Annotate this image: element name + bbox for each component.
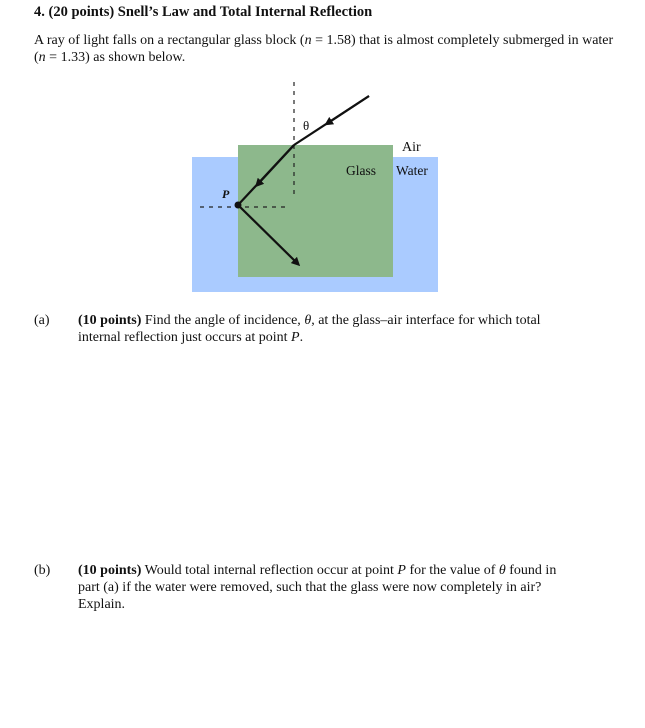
part-a-text bbox=[78, 312, 568, 346]
theta-label: θ bbox=[303, 118, 310, 133]
part-a bbox=[34, 312, 594, 352]
water-label: Water bbox=[396, 163, 428, 178]
part-b-points: (10 points) bbox=[78, 563, 142, 578]
part-b-text bbox=[78, 562, 568, 613]
question-title: 4. (20 points) Snell’s Law and Total Internal Reflection bbox=[34, 4, 373, 20]
part-b-text-1: Would total internal reflection occur at point bbox=[141, 563, 398, 578]
part-a-text-1: Find the angle of incidence, bbox=[141, 313, 305, 328]
part-a-text-3: . bbox=[299, 330, 304, 345]
part-a-label: (a) bbox=[34, 313, 50, 328]
part-b-text-2: for the value of bbox=[405, 563, 499, 578]
incident-ray-arrow bbox=[328, 96, 369, 123]
glass-label: Glass bbox=[346, 163, 376, 178]
part-a-text-2: , at the glass–air interface for which total internal reflection just occurs at point bbox=[78, 313, 541, 345]
part-b-point: P bbox=[397, 563, 406, 578]
part-b-theta: θ bbox=[498, 563, 506, 578]
refraction-diagram bbox=[0, 0, 645, 300]
intro-text-1: A ray of light falls on a rectangular glass block ( bbox=[34, 33, 305, 48]
part-b bbox=[34, 562, 594, 622]
intro-text-2: = 1.58) that is almost completely submerged in water ( bbox=[34, 33, 614, 65]
part-b-text-3: found in part (a) if the water were removed, such that the glass were now completely in air? Explain. bbox=[78, 563, 557, 612]
part-a-point: P bbox=[291, 330, 300, 345]
air-label: Air bbox=[402, 140, 421, 155]
part-b-label: (b) bbox=[34, 563, 51, 578]
intro-n-symbol-2: n bbox=[38, 50, 46, 65]
intro-text-3: = 1.33) as shown below. bbox=[45, 50, 186, 65]
point-p-dot bbox=[235, 202, 242, 209]
point-p-label: P bbox=[222, 187, 230, 201]
part-a-theta: θ bbox=[304, 313, 312, 328]
part-a-points: (10 points) bbox=[78, 313, 142, 328]
intro-n-symbol: n bbox=[304, 33, 312, 48]
